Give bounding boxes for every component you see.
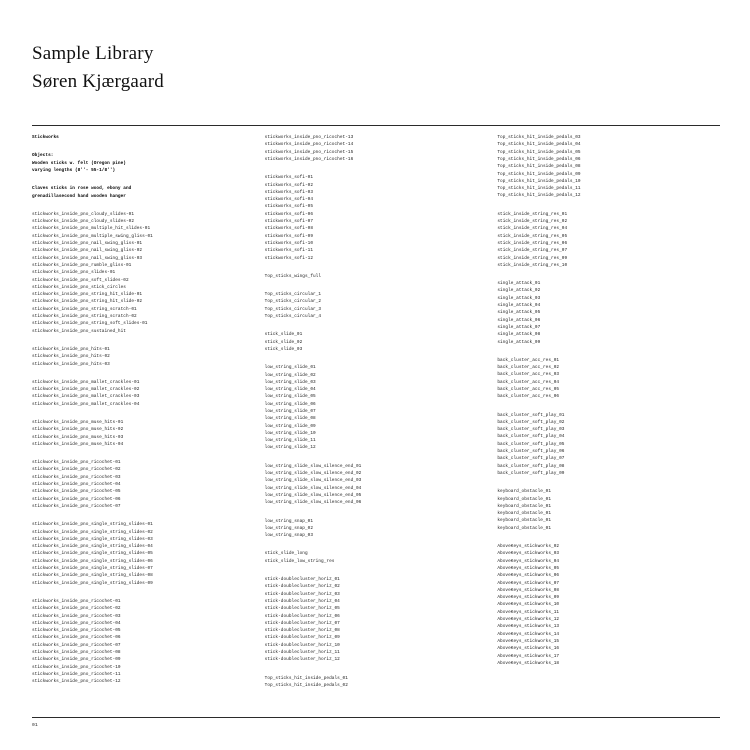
catalog-line: Top_sticks_hit_inside_pedals_05	[497, 149, 581, 155]
catalog-line: single_attack_07	[497, 324, 541, 330]
catalog-line: stick-doublecluster_horiz_07	[264, 620, 340, 626]
catalog-line: stickworks_inside_pno_ricochet-10	[32, 664, 121, 670]
catalog-column	[265, 134, 488, 700]
catalog-block	[265, 518, 488, 540]
catalog-line: AboveKeys_stickworks_12	[497, 617, 560, 623]
catalog-line: low_string_slide_01	[264, 365, 316, 371]
catalog-block	[497, 488, 720, 532]
catalog-block	[265, 463, 488, 507]
catalog-line: Top_sticks_hit_inside_pedals_12	[497, 193, 581, 199]
catalog-line: back_cluster_soft_play_08	[497, 463, 565, 469]
catalog-line: AboveKeys_stickworks_10	[497, 602, 560, 608]
catalog-line: stickworks_inside_pno_ricochet-11	[32, 671, 121, 677]
catalog-line: stickworks_inside_pno_mallet_crackles-04	[32, 401, 140, 407]
catalog-line: stickworks_sofi-06	[264, 211, 313, 217]
page-title	[32, 40, 720, 95]
catalog-line: stickworks_inside_pno_ricochet-01	[32, 460, 121, 466]
catalog-line: stickworks_inside_pno_ricochet-01	[32, 598, 121, 604]
catalog-line: back_cluster_soft_play_01	[497, 412, 565, 418]
title-line-2: Søren Kjærgaard	[32, 70, 164, 92]
catalog-line: stickworks_inside_pno_multiple_swing_gliss-01	[32, 233, 153, 239]
catalog-line: keyboard_obstacle_01	[497, 503, 552, 509]
catalog-line: stickworks_inside_pno_ricochet-04	[32, 620, 121, 626]
catalog-line: varying lengths (8''- 55-1/8'')	[32, 167, 116, 173]
catalog-line: AboveKeys_stickworks_07	[497, 580, 560, 586]
catalog-line: stickworks_sofi-07	[264, 219, 313, 225]
catalog-line: low_string_snap_02	[264, 525, 313, 531]
catalog-line: stick-doublecluster_horiz_02	[264, 584, 340, 590]
catalog-block	[265, 576, 488, 664]
catalog-line: stickworks_inside_pno_rumble_gliss-01	[32, 262, 132, 268]
catalog-line: stickworks_inside_pno_ricochet-05	[32, 489, 121, 495]
catalog-line: back_cluster_soft_play_03	[497, 427, 565, 433]
catalog-line: AboveKeys_stickworks_05	[497, 565, 560, 571]
catalog-line: low_string_snap_01	[264, 518, 313, 524]
catalog-block	[265, 364, 488, 452]
catalog-line: Top_sticks_hit_inside_pedals_06	[497, 156, 581, 162]
catalog-line: low_string_slide_10	[264, 430, 316, 436]
catalog-line: AboveKeys_stickworks_02	[497, 544, 560, 550]
catalog-line: Top_sticks_wings_full	[264, 273, 322, 279]
catalog-line: stickworks_inside_pno_ricochet-08	[32, 650, 121, 656]
catalog-line: low_string_slide_06	[264, 401, 316, 407]
catalog-line: low_string_snap_03	[264, 533, 313, 539]
catalog-line: single_attack_01	[497, 281, 541, 287]
catalog-block	[265, 174, 488, 262]
catalog-line: stickworks_inside_pno_ricochet-06	[32, 635, 121, 641]
catalog-line: stickworks_inside_pno_single_string_slides-09	[32, 580, 153, 586]
catalog-line: stickworks_inside_pno_multiple_hit_slides-01	[32, 226, 151, 232]
catalog-line: stickworks_inside_pno_stick_circles	[32, 284, 126, 290]
catalog-line: stickworks_inside_pno_ricochet-15	[264, 149, 354, 155]
catalog-block	[265, 550, 488, 565]
catalog-line: Top_sticks_hit_inside_pedals_11	[497, 186, 581, 192]
catalog-line: Top_sticks_hit_inside_pedals_04	[497, 142, 581, 148]
catalog-line: Top_sticks_circular_2	[264, 299, 322, 305]
page-number: 01	[32, 723, 39, 728]
catalog-line: AboveKeys_stickworks_15	[497, 638, 560, 644]
catalog-line: stickworks_inside_pno_hits-03	[32, 361, 110, 367]
catalog-line: single_attack_04	[497, 303, 541, 309]
page-footer	[32, 717, 720, 728]
catalog-line: Top_sticks_hit_inside_pedals_09	[497, 171, 581, 177]
catalog-line: stickworks_inside_pno_nail_swing_gliss-03	[32, 255, 143, 261]
header-divider	[32, 125, 720, 126]
catalog-line: stickworks_inside_pno_nail_swing_gliss-01	[32, 241, 143, 247]
catalog-line: stickworks_inside_pno_ricochet-02	[32, 467, 121, 473]
catalog-block	[265, 331, 488, 353]
catalog-line: stickworks_inside_pno_string_scratch-02	[32, 314, 137, 320]
catalog-line: stickworks_inside_pno_hits-02	[32, 354, 110, 360]
catalog-line: stick_inside_string_res_02	[497, 219, 568, 225]
catalog-line: stickworks_inside_pno_ricochet-05	[32, 628, 121, 634]
catalog-line: stickworks_sofi-09	[264, 233, 313, 239]
catalog-block	[497, 412, 720, 478]
catalog-line: back_cluster_acc_res_06	[497, 394, 560, 400]
catalog-line: stickworks_inside_pno_ricochet-07	[32, 503, 121, 509]
catalog-line: keyboard_obstacle_01	[497, 511, 552, 517]
catalog-line: single_attack_03	[497, 295, 541, 301]
catalog-line: AboveKeys_stickworks_06	[497, 573, 560, 579]
catalog-line: stickworks_inside_pno_ricochet-09	[32, 657, 121, 663]
catalog-line: AboveKeys_stickworks_03	[497, 551, 560, 557]
catalog-line: keyboard_obstacle_01	[497, 489, 552, 495]
catalog-line: AboveKeys_stickworks_17	[497, 653, 560, 659]
catalog-line: stick-doublecluster_horiz_11	[264, 650, 340, 656]
catalog-line: keyboard_obstacle_01	[497, 525, 552, 531]
catalog-line: low_string_slide_04	[264, 387, 316, 393]
catalog-line: Top_sticks_circular_3	[264, 306, 322, 312]
catalog-line: stickworks_inside_pno_ricochet-12	[32, 679, 121, 685]
catalog-block	[32, 152, 255, 174]
catalog-line: stickworks_inside_pno_muse_hits-04	[32, 441, 124, 447]
catalog-block	[32, 419, 255, 448]
catalog-line: low_string_slide_11	[264, 438, 316, 444]
catalog-line: AboveKeys_stickworks_18	[497, 660, 560, 666]
catalog-line: low_string_slide_slow_silence_end_02	[264, 471, 362, 477]
catalog-block	[32, 134, 255, 141]
catalog-line: stickworks_inside_pno_ricochet-02	[32, 606, 121, 612]
catalog-line: stickworks_inside_pno_string_hit_slide-02	[32, 299, 143, 305]
catalog-line: back_cluster_soft_play_05	[497, 441, 565, 447]
catalog-line: stickworks_inside_pno_single_string_slides-02	[32, 529, 153, 535]
catalog-line: low_string_slide_slow_silence_end_01	[264, 463, 362, 469]
catalog-line: Top_sticks_hit_inside_pedals_02	[264, 682, 348, 688]
catalog-block	[497, 134, 720, 200]
catalog-line: low_string_slide_02	[264, 372, 316, 378]
catalog-line: stick_inside_string_res_06	[497, 240, 568, 246]
catalog-line: low_string_slide_slow_silence_end_04	[264, 485, 362, 491]
catalog-line: back_cluster_acc_res_05	[497, 387, 560, 392]
catalog-line: low_string_slide_slow_silence_end_05	[264, 492, 362, 498]
catalog-line: stick-doublecluster_horiz_08	[264, 628, 340, 634]
catalog-line: stick-doublecluster_horiz_01	[264, 577, 340, 583]
catalog-line: stickworks_inside_pno_string_hit_slide-01	[32, 292, 143, 298]
catalog-line: low_string_slide_05	[264, 394, 316, 400]
catalog-line: stickworks_inside_pno_soft_slides-02	[32, 277, 129, 283]
catalog-line: stickworks_inside_pno_string_scratch-01	[32, 306, 137, 312]
catalog-line: low_string_slide_slow_silence_end_06	[264, 500, 362, 506]
catalog-line: stick-doublecluster_horiz_09	[264, 635, 340, 641]
catalog-column	[497, 134, 720, 678]
catalog-line: stick-doublecluster_horiz_04	[264, 598, 340, 604]
catalog-line: Top_sticks_hit_inside_pedals_01	[264, 675, 348, 681]
catalog-line: Top_sticks_hit_inside_pedals_08	[497, 164, 581, 170]
catalog-line: stickworks_inside_pno_ricochet-04	[32, 482, 121, 488]
catalog-line: Top_sticks_hit_inside_pedals_03	[497, 135, 581, 141]
catalog-line: stick-doublecluster_horiz_12	[264, 657, 340, 663]
catalog-line: single_attack_06	[497, 317, 541, 323]
catalog-line: AboveKeys_stickworks_13	[497, 624, 560, 630]
catalog-block	[32, 211, 255, 335]
catalog-line: stickworks_sofi-04	[264, 197, 313, 203]
catalog-line: stickworks_inside_pno_single_string_slides-07	[32, 566, 153, 572]
catalog-line: stickworks_inside_pno_single_string_slides-05	[32, 551, 153, 557]
title-line-1: Sample Library	[32, 43, 154, 64]
catalog-line: Claves sticks in rose wood, ebony and	[32, 186, 132, 192]
catalog-line: stickworks_inside_pno_string_soft_slides-01	[32, 321, 148, 327]
catalog-line: back_cluster_soft_play_09	[497, 470, 565, 476]
catalog-line: AboveKeys_stickworks_09	[497, 595, 560, 601]
catalog-line: Top_sticks_circular_4	[264, 314, 322, 320]
catalog-block	[497, 280, 720, 346]
catalog-line: stickworks_sofi-12	[264, 255, 313, 261]
catalog-line: stick_inside_string_res_09	[497, 255, 568, 261]
catalog-line: back_cluster_soft_play_06	[497, 449, 565, 455]
catalog-block	[265, 273, 488, 280]
catalog-line: stickworks_inside_pno_ricochet-03	[32, 613, 121, 619]
catalog-block	[497, 211, 720, 269]
catalog-block	[32, 598, 255, 686]
catalog-line: low_string_slide_07	[264, 409, 316, 414]
catalog-line: stickworks_inside_pno_ricochet-06	[32, 496, 121, 502]
catalog-line: AboveKeys_stickworks_11	[497, 609, 560, 615]
catalog-line: stick-doublecluster_horiz_03	[264, 591, 340, 597]
catalog-line: back_cluster_acc_res_04	[497, 379, 560, 385]
catalog-line: Top_sticks_circular_1	[264, 292, 322, 298]
catalog-line: stick-doublecluster_horiz_06	[264, 613, 340, 619]
catalog-line: single_attack_09	[497, 339, 541, 345]
catalog-line: single_attack_08	[497, 332, 541, 338]
catalog-line: stick_slide_03	[264, 346, 303, 352]
catalog-line: back_cluster_acc_res_03	[497, 372, 560, 378]
catalog-line: stickworks_inside_pno_muse_hits-02	[32, 427, 124, 433]
catalog-line: back_cluster_soft_play_07	[497, 456, 565, 462]
catalog-line: stickworks_sofi-01	[264, 175, 313, 181]
catalog-line: single_attack_02	[497, 288, 541, 294]
catalog-line: stick_inside_string_res_10	[497, 262, 568, 268]
catalog-block	[265, 675, 488, 690]
catalog-line: stickworks_inside_pno_slides-01	[32, 270, 116, 276]
catalog-block	[32, 521, 255, 587]
catalog-line: low_string_slide_12	[264, 445, 316, 451]
catalog-line: stickworks_inside_pno_ricochet-07	[32, 642, 121, 648]
catalog-line: stick_slide_02	[264, 339, 303, 345]
catalog-line: low_string_slide_slow_silence_end_03	[264, 478, 362, 484]
catalog-line: stickworks_inside_pno_single_string_slides-08	[32, 573, 153, 579]
catalog-column	[32, 134, 255, 696]
catalog-line: stickworks_inside_pno_muse_hits-03	[32, 434, 124, 440]
catalog-line: back_cluster_soft_play_04	[497, 434, 565, 440]
catalog-line: stickworks_inside_pno_mallet_crackles-01	[32, 379, 140, 385]
catalog-line: stickworks_inside_pno_sustained_hit	[32, 328, 126, 334]
catalog-line: AboveKeys_stickworks_14	[497, 631, 560, 637]
catalog-line: Top_sticks_hit_inside_pedals_10	[497, 178, 581, 184]
catalog-line: stick_slide_01	[264, 332, 303, 338]
catalog-block	[32, 346, 255, 368]
catalog-line: stickworks_inside_pno_single_string_slides-03	[32, 536, 153, 542]
catalog-line: stickworks_inside_pno_ricochet-13	[264, 135, 354, 141]
catalog-block	[265, 291, 488, 320]
catalog-line: stickworks_sofi-11	[264, 248, 313, 254]
catalog-line: back_cluster_acc_res_01	[497, 357, 560, 363]
catalog-line: single_attack_05	[497, 310, 541, 316]
catalog-line: stickworks_inside_pno_single_string_slides-06	[32, 558, 153, 564]
catalog-line: stick_inside_string_res_01	[497, 211, 568, 217]
catalog-line: back_cluster_soft_play_02	[497, 419, 565, 425]
catalog-line: stickworks_inside_pno_ricochet-14	[264, 142, 354, 148]
catalog-line: stickworks_inside_pno_cloudy_slides-02	[32, 219, 135, 225]
catalog-block	[32, 459, 255, 510]
catalog-line: Stickworks	[32, 135, 59, 141]
catalog-line: Objects:	[32, 153, 54, 159]
catalog-line: stickworks_inside_pno_mallet_crackles-02	[32, 387, 140, 393]
catalog-line: stick_inside_string_res_05	[497, 233, 568, 239]
catalog-line: stickworks_inside_pno_single_string_slides-04	[32, 544, 153, 550]
catalog-line: back_cluster_acc_res_02	[497, 365, 560, 371]
catalog-line: stickworks_sofi-10	[264, 240, 313, 246]
catalog-line: stickworks_inside_pno_mallet_crackles-03	[32, 394, 140, 400]
catalog-line: stickworks_inside_pno_ricochet-03	[32, 474, 121, 480]
catalog-line: AboveKeys_stickworks_04	[497, 558, 560, 564]
catalog-columns	[32, 134, 720, 700]
catalog-line: stick_slide_long	[264, 551, 308, 557]
catalog-line: low_string_slide_03	[264, 379, 316, 385]
catalog-line: AboveKeys_stickworks_08	[497, 587, 560, 593]
catalog-block	[32, 185, 255, 200]
catalog-line: low_string_slide_08	[264, 416, 316, 422]
catalog-line: stickworks_inside_pno_nail_swing_gliss-02	[32, 248, 143, 254]
catalog-line: keyboard_obstacle_01	[497, 496, 552, 502]
catalog-line: stickworks_inside_pno_cloudy_slides-01	[32, 211, 135, 217]
catalog-line: stickworks_inside_pno_single_string_slides-01	[32, 522, 153, 528]
catalog-line: AboveKeys_stickworks_16	[497, 646, 560, 652]
catalog-line: stick-doublecluster_horiz_05	[264, 606, 340, 612]
catalog-block	[497, 357, 720, 401]
catalog-line: stick-doublecluster_horiz_10	[264, 642, 340, 648]
catalog-line: stickworks_sofi-05	[264, 204, 313, 210]
catalog-line: stickworks_inside_pno_ricochet-16	[264, 156, 354, 162]
catalog-line: grenadillasecond hand wooden hanger	[32, 193, 126, 199]
catalog-block	[497, 543, 720, 667]
catalog-line: keyboard_obstacle_01	[497, 518, 552, 524]
catalog-line: Wooden sticks w. felt (Oregon pine)	[32, 160, 126, 166]
catalog-line: stickworks_sofi-03	[264, 189, 313, 195]
catalog-line: low_string_slide_09	[264, 423, 316, 429]
catalog-line: stickworks_sofi-02	[264, 182, 313, 188]
catalog-line: stickworks_inside_pno_muse_hits-01	[32, 420, 124, 425]
catalog-line: stick_slide_low_string_res	[264, 558, 335, 564]
catalog-block	[265, 134, 488, 163]
catalog-line: stickworks_inside_pno_hits-01	[32, 346, 110, 352]
footer-divider	[32, 717, 720, 718]
catalog-block	[32, 379, 255, 408]
catalog-line: stick_inside_string_res_07	[497, 248, 568, 254]
catalog-line: stick_inside_string_res_04	[497, 226, 568, 232]
catalog-line: stickworks_sofi-08	[264, 226, 313, 232]
